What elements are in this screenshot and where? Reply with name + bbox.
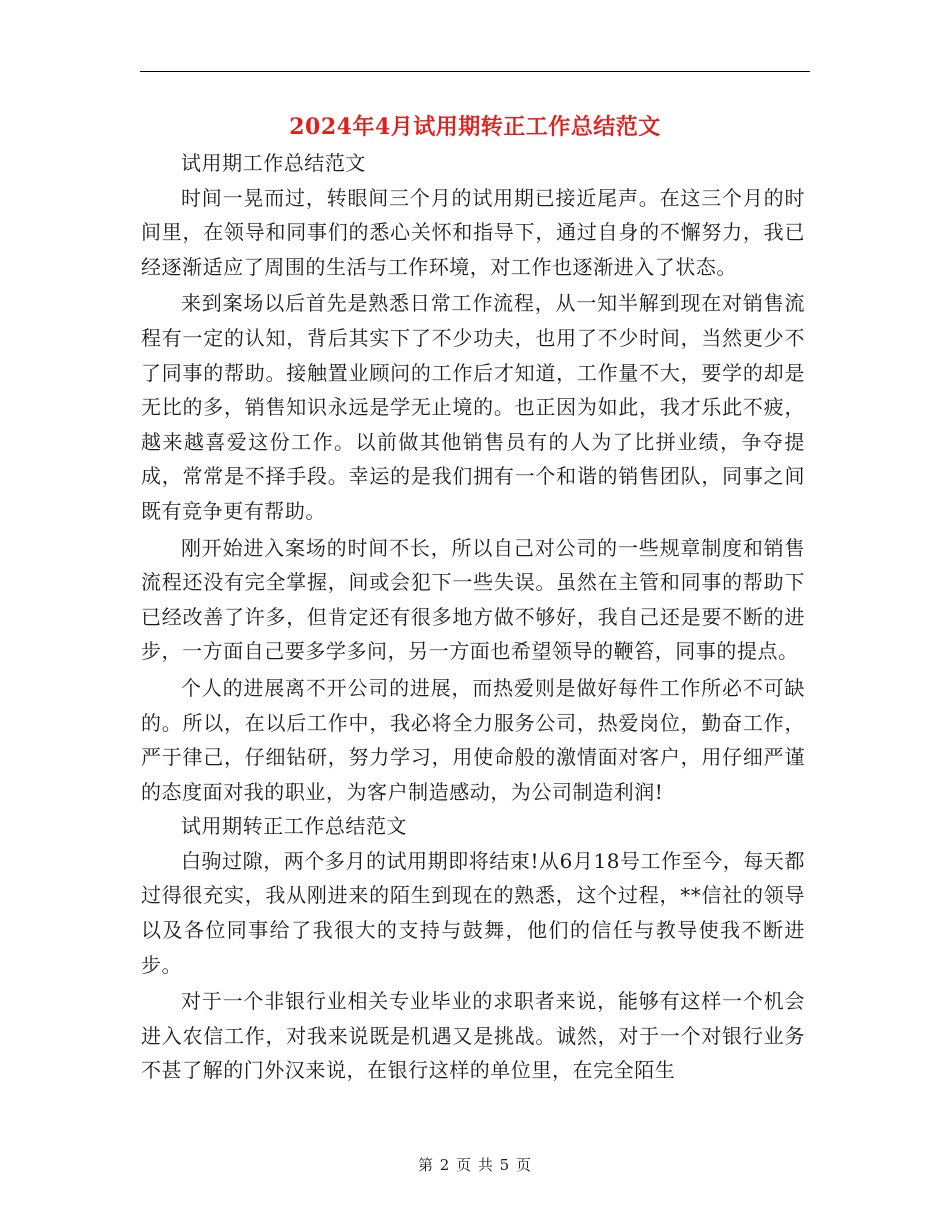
paragraph: 时间一晃而过，转眼间三个月的试用期已接近尾声。在这三个月的时间里，在领导和同事们的悉心关怀和指导下，通过自身的不懈努力，我已经逐渐适应了周围的生活与工作环境，对工作也逐渐进入了状态。: [141, 185, 805, 279]
paragraph: 刚开始进入案场的时间不长，所以自己对公司的一些规章制度和销售流程还没有完全掌握，间或会犯下一些失误。虽然在主管和同事的帮助下已经改善了许多，但肯定还有很多地方做不够好，我自己还是要不断的进步，一方面自己要多学多问，另一方面也希望领导的鞭笞，同事的提点。: [141, 535, 805, 664]
paragraph: 来到案场以后首先是熟悉日常工作流程，从一知半解到现在对销售流程有一定的认知，背后其实下了不少功夫，也用了不少时间，当然更少不了同事的帮助。接触置业顾问的工作后才知道，工作量不大，要学的却是无比的多，销售知识永远是学无止境的。也正因为如此，我才乐此不疲，越来越喜爱这份工作。以前做其他销售员有的人为了比拼业绩，争夺提成，常常是不择手段。幸运的是我们拥有一个和谐的销售团队，同事之间既有竞争更有帮助。: [141, 291, 805, 523]
paragraph: 白驹过隙，两个多月的试用期即将结束!从6月18号工作至今，每天都过得很充实，我从刚进来的陌生到现在的熟悉，这个过程，**信社的领导以及各位同事给了我很大的支持与鼓舞，他们的信任与教导使我不断进步。: [141, 848, 805, 977]
paragraph: 个人的进展离不开公司的进展，而热爱则是做好每件工作所必不可缺的。所以，在以后工作中，我必将全力服务公司，热爱岗位，勤奋工作，严于律己，仔细钻研，努力学习，用使命般的激情面对客户，用仔细严谨的态度面对我的职业，为客户制造感动，为公司制造利润!: [141, 675, 805, 804]
paragraph-subheading-2: 试用期转正工作总结范文: [181, 814, 408, 839]
document-title: 2024年4月试用期转正工作总结范文: [289, 114, 661, 140]
document-body: [141, 146, 805, 1088]
header-rule: [140, 71, 810, 72]
paragraph: 对于一个非银行业相关专业毕业的求职者来说，能够有这样一个机会进入农信工作，对我来说既是机遇又是挑战。诚然，对于一个对银行业务不甚了解的门外汉来说，在银行这样的单位里，在完全陌生: [141, 989, 805, 1083]
paragraph-subheading-1: 试用期工作总结范文: [181, 151, 366, 175]
page-number-footer: 第 2 页 共 5 页: [418, 1156, 532, 1174]
